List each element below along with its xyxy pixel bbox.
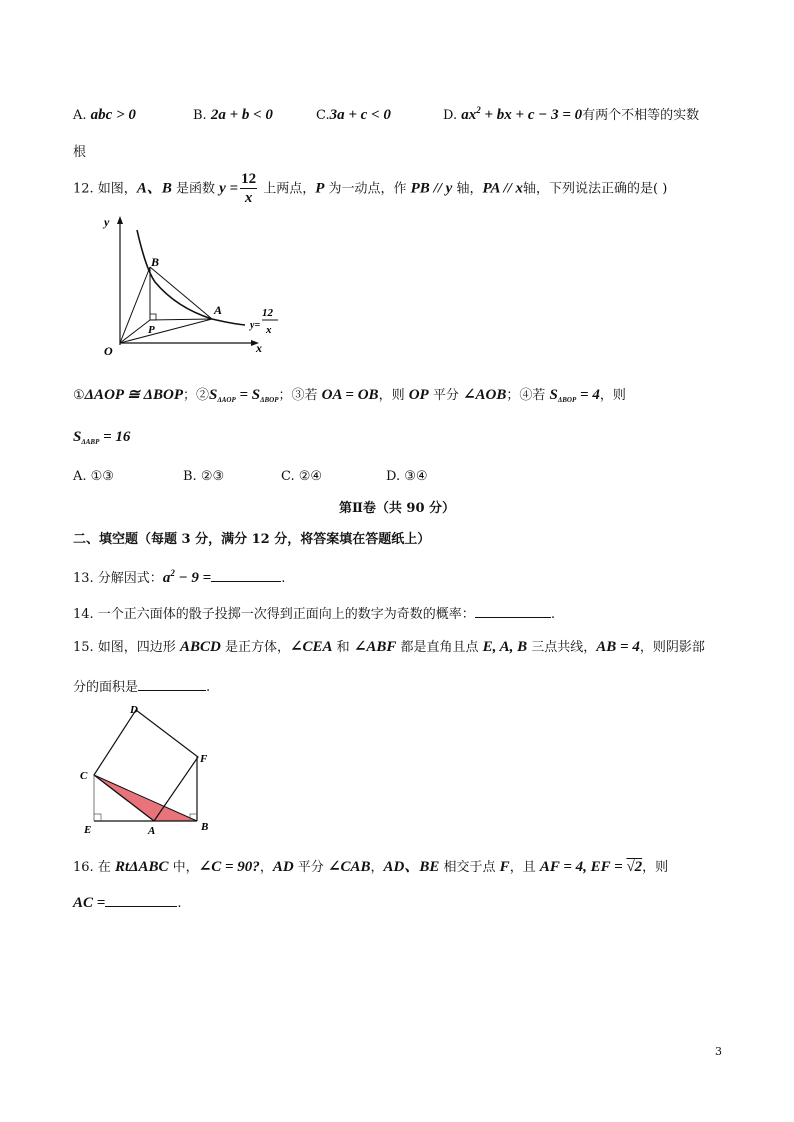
- q12-hyperbola: [137, 230, 245, 325]
- q12-option-d: D. ③④: [386, 469, 428, 484]
- q14: 14. 一个正六面体的骰子投掷一次得到正面向上的数字为奇数的概率： .: [73, 607, 555, 622]
- q12-statement-4-result: $S_{\Delta ABP} = 16$: [73, 429, 131, 446]
- q15-figure: [72, 700, 232, 845]
- section-2-heading: 二、填空题（每题 3 分，满分 12 分，将答案填在答题纸上）: [73, 532, 431, 547]
- q15-label-c: C: [80, 770, 88, 782]
- q11-option-d: D. $ax^2$ + bx + c − 3 = 0有两个不相等的实数: [443, 105, 700, 123]
- q15-label-a: A: [148, 825, 156, 837]
- q14-answer-blank[interactable]: [475, 605, 551, 618]
- q12-options: [73, 470, 473, 486]
- q15-label-d: D: [130, 704, 138, 716]
- q12-curve-label-den: x: [266, 324, 272, 336]
- q12-label-p: P: [148, 324, 155, 336]
- q12-option-a: A. ①③: [73, 469, 114, 484]
- q15-label-f: F: [200, 753, 208, 765]
- q12-label-b: B: [151, 255, 160, 269]
- q11-option-d-cont: 根: [73, 145, 87, 160]
- q12-option-c: C. ②④: [281, 469, 323, 484]
- q12-figure: [90, 212, 290, 362]
- q12-curve-label-y: y=: [250, 320, 261, 331]
- q12-statements: ①ΔAOP ≅ ΔBOP；$②S_{\Delta AOP} = S_{\Delta BOP}$；③若 OA = OB，则 OP 平分 ∠AOB；④若 $S_{\Delta BOP} = 4$，则: [73, 387, 626, 404]
- q15-label-e: E: [84, 824, 92, 836]
- q12-label-o: O: [104, 344, 113, 358]
- q13: 13. 分解因式：$a^2 - 9$ = .: [73, 568, 286, 586]
- q11-option-c: C.3a + c < 0: [316, 107, 391, 123]
- q12-curve-label-num: 12: [262, 307, 273, 319]
- q12-label-a: A: [214, 303, 223, 317]
- page-number: 3: [715, 1045, 722, 1058]
- q15-answer-blank[interactable]: [138, 678, 206, 691]
- q15-label-b: B: [201, 821, 209, 833]
- q13-answer-blank[interactable]: [211, 569, 281, 582]
- section-2-title: 第Ⅱ卷（共 90 分）: [338, 501, 456, 516]
- q15-line-1: 15. 如图，四边形 ABCD 是正方体，∠CEA 和 ∠ABF 都是直角且点 E, A, B 三点共线，AB = 4，则阴影部: [73, 639, 705, 655]
- q11-options: [73, 105, 733, 126]
- q15-line-2: 分的面积是 .: [73, 680, 211, 695]
- q12-label-y: y: [104, 215, 110, 229]
- q16-answer-blank[interactable]: [105, 894, 177, 907]
- q12-option-b: B. ②③: [183, 469, 225, 484]
- q11-option-b: B. 2a + b < 0: [193, 107, 273, 123]
- q12-stem: 12. 如图，A、B 是函数 y = $\frac{12}{x}$ 上两点，P 为一动点，作 PB // y 轴，PA // x轴，下列说法正确的是( ): [73, 171, 668, 206]
- q12-label-x: x: [256, 341, 262, 355]
- q11-option-a: A. abc > 0: [73, 107, 136, 123]
- q16-line-2: AC = .: [73, 895, 182, 911]
- q16-line-1: 16. 在 RtΔABC 中，∠C = 90?，AD 平分 ∠CAB，AD、BE 相交于点 F，且 AF = 4, EF = √2，则: [73, 859, 669, 875]
- q12-fraction: $\frac{12}{x}$: [241, 171, 257, 206]
